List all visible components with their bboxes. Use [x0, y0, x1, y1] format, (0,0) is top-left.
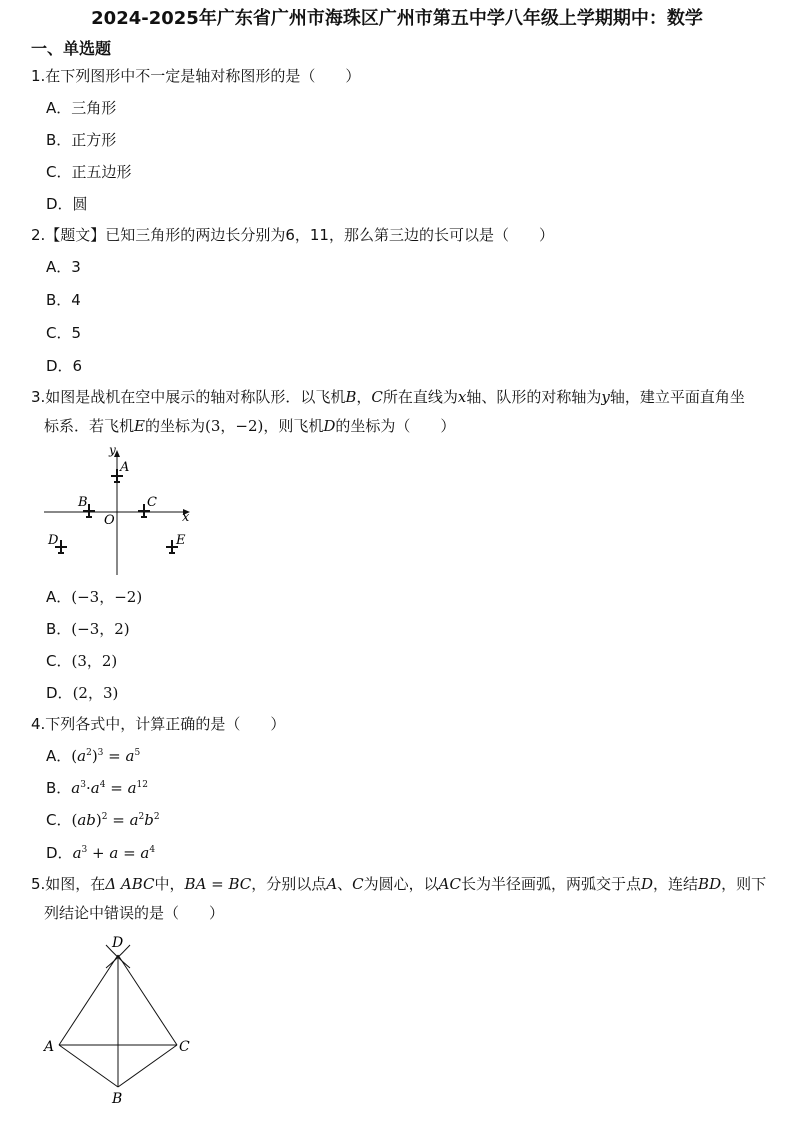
question-2-option-d: D．6 [46, 357, 83, 375]
question-4-option-b: B．$a^3\cdot a^4 = a^{12}$ [46, 779, 148, 797]
section-heading: 一、单选题 [31, 39, 112, 58]
segment-dc [118, 955, 177, 1045]
segment-cb [118, 1045, 177, 1087]
question-1-stem: 1.在下列图形中不一定是轴对称图形的是（ ） [31, 67, 361, 85]
question-3-coordinate-figure [40, 440, 200, 580]
question-1-option-a: A．三角形 [46, 99, 117, 117]
segment-ab [59, 1045, 118, 1087]
question-3-option-c: C．(3，2) [46, 652, 118, 670]
question-3-stem-line-1: 3.如图是战机在空中展示的轴对称队形．以飞机B，C所在直线为x轴、队形的对称轴为y轴，建立平面直角坐 [31, 388, 745, 406]
y-axis-label: y [109, 443, 116, 457]
label-c: C [179, 1039, 190, 1055]
label-d: D [48, 533, 59, 548]
question-1-option-c: C．正五边形 [46, 163, 132, 181]
question-2-option-b: B．4 [46, 291, 81, 309]
question-1-option-d: D．圆 [46, 195, 88, 213]
question-3-stem-line-2: 标系．若飞机E的坐标为(3，−2)，则飞机D的坐标为（ ） [44, 417, 456, 435]
document-title: 2024-2025年广东省广州市海珠区广州市第五中学八年级上学期期中：数学 [91, 8, 703, 29]
question-3-option-b: B．(−3，2) [46, 620, 130, 638]
question-5-stem-line-1: 5.如图，在Δ ABC中，BA = BC，分别以点A、C为圆心，以AC长为半径画弧，两弧交于点D，连结BD，则下 [31, 875, 767, 893]
label-e: E [176, 533, 186, 548]
question-2-stem: 2.【题文】已知三角形的两边长分别为6，11，那么第三边的长可以是（ ） [31, 226, 554, 244]
question-1-option-b: B．正方形 [46, 131, 117, 149]
x-axis-label: x [182, 510, 190, 525]
label-b: B [112, 1091, 123, 1107]
question-5-triangle-figure [38, 930, 198, 1110]
question-2-option-c: C．5 [46, 324, 82, 342]
label-b: B [78, 495, 88, 510]
question-2-option-a: A．3 [46, 258, 81, 276]
label-origin: O [104, 513, 115, 528]
question-3-option-a: A．(−3，−2) [46, 588, 143, 606]
label-a: A [44, 1039, 55, 1055]
question-4-stem: 4.下列各式中，计算正确的是（ ） [31, 715, 286, 733]
segment-da [59, 955, 118, 1045]
question-4-option-c: C．$(ab)^2 = a^2b^2$ [46, 811, 160, 829]
question-4-option-a: A．$(a^2)^3 = a^5$ [46, 747, 141, 765]
label-a: A [120, 460, 130, 475]
question-3-option-d: D．(2，3) [46, 684, 119, 702]
label-c: C [147, 495, 157, 510]
question-5-stem-line-2: 列结论中错误的是（ ） [44, 904, 225, 922]
label-d: D [112, 935, 124, 951]
question-4-option-d: D．$a^3 + a = a^4$ [46, 844, 156, 862]
